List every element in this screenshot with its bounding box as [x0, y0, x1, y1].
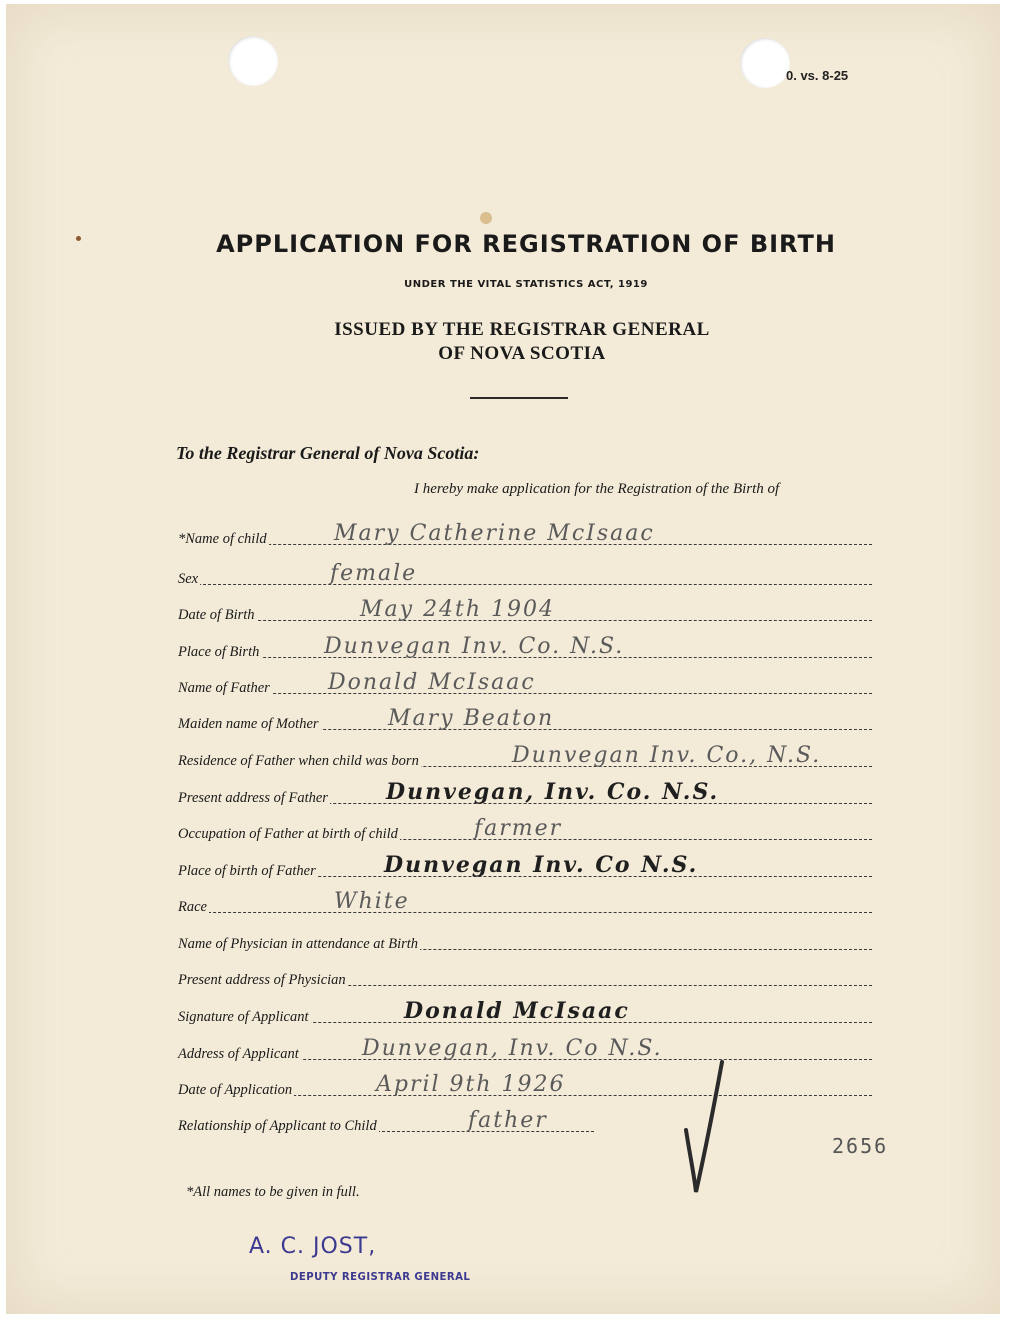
field-sex: [178, 562, 872, 585]
field-value: April 9th 1926: [376, 1072, 566, 1097]
field-present-address-of-father: [178, 781, 872, 804]
field-label: Name of Father: [178, 680, 270, 696]
field-label: Present address of Father: [178, 790, 328, 806]
field-value: White: [334, 889, 410, 914]
field-label: Address of Applicant: [178, 1046, 299, 1062]
birth-application-form: [6, 4, 1000, 1314]
field-value: father: [468, 1108, 548, 1133]
field-residence-of-father: [178, 744, 872, 767]
field-label: Relationship of Applicant to Child: [178, 1118, 377, 1134]
footnote: *All names to be given in full.: [186, 1184, 360, 1200]
form-code: 0. vs. 8-25: [786, 68, 849, 83]
field-value: May 24th 1904: [360, 597, 556, 622]
paper-stain: [480, 212, 492, 224]
field-label: Name of Physician in attendance at Birth: [178, 936, 419, 952]
title-divider: [470, 397, 568, 399]
field-value: female: [330, 561, 418, 586]
stamp-title: DEPUTY REGISTRAR GENERAL: [290, 1270, 471, 1283]
field-mother-maiden-name: [178, 707, 872, 730]
field-applicant-address: [178, 1037, 872, 1060]
field-value: Dunvegan Inv. Co N.S.: [384, 852, 699, 878]
field-date-of-birth: [178, 598, 872, 621]
form-title: APPLICATION FOR REGISTRATION OF BIRTH: [216, 230, 836, 258]
field-label: Maiden name of Mother: [178, 716, 319, 732]
field-value: Donald McIsaac: [328, 670, 536, 695]
field-label: Present address of Physician: [178, 972, 346, 988]
field-value: Dunvegan, Inv. Co. N.S.: [386, 779, 720, 805]
field-value: Dunvegan Inv. Co., N.S.: [512, 743, 822, 768]
field-value: Dunvegan Inv. Co. N.S.: [324, 634, 625, 659]
field-label: Place of Birth: [178, 644, 260, 660]
field-value: Mary Catherine McIsaac: [334, 521, 655, 546]
field-value: farmer: [474, 816, 563, 841]
stamp-name: A. C. JOST,: [249, 1234, 377, 1259]
field-value: Mary Beaton: [388, 706, 555, 731]
field-label: Race: [178, 899, 207, 915]
field-relationship-to-child: [178, 1109, 594, 1132]
field-name-of-child: [178, 522, 872, 545]
field-label: Occupation of Father at birth of child: [178, 826, 398, 842]
issuer-line-2: OF NOVA SCOTIA: [438, 343, 606, 364]
form-subtitle: UNDER THE VITAL STATISTICS ACT, 1919: [404, 279, 648, 290]
addressee-line: To the Registrar General of Nova Scotia:: [176, 443, 480, 463]
field-value: Dunvegan, Inv. Co N.S.: [362, 1036, 663, 1061]
issuer-block: [6, 318, 1000, 366]
serial-number: 2656: [832, 1134, 889, 1158]
check-mark-icon: [682, 1056, 730, 1196]
field-label: *Name of child: [178, 531, 267, 547]
punch-hole-left: [228, 36, 278, 86]
field-occupation-of-father: [178, 817, 872, 840]
field-race: [178, 890, 872, 913]
field-label: Date of Application: [178, 1082, 293, 1098]
intro-line: I hereby make application for the Registration of the Birth of: [414, 481, 780, 497]
field-applicant-signature: [178, 1000, 872, 1023]
field-label: Date of Birth: [178, 607, 255, 623]
field-label: Residence of Father when child was born: [178, 753, 419, 769]
field-value: Donald McIsaac: [404, 998, 630, 1024]
punch-hole-right: [740, 38, 790, 88]
field-name-of-father: [178, 671, 872, 694]
field-label: Signature of Applicant: [178, 1009, 309, 1025]
field-label: Place of birth of Father: [178, 863, 316, 879]
field-physician-name: [178, 927, 872, 950]
field-place-of-birth-of-father: [178, 854, 872, 877]
issuer-line-1: ISSUED BY THE REGISTRAR GENERAL: [334, 319, 710, 340]
field-physician-address: [178, 963, 872, 986]
field-label: Sex: [178, 571, 199, 587]
field-place-of-birth: [178, 635, 872, 658]
field-date-of-application: [178, 1073, 872, 1096]
